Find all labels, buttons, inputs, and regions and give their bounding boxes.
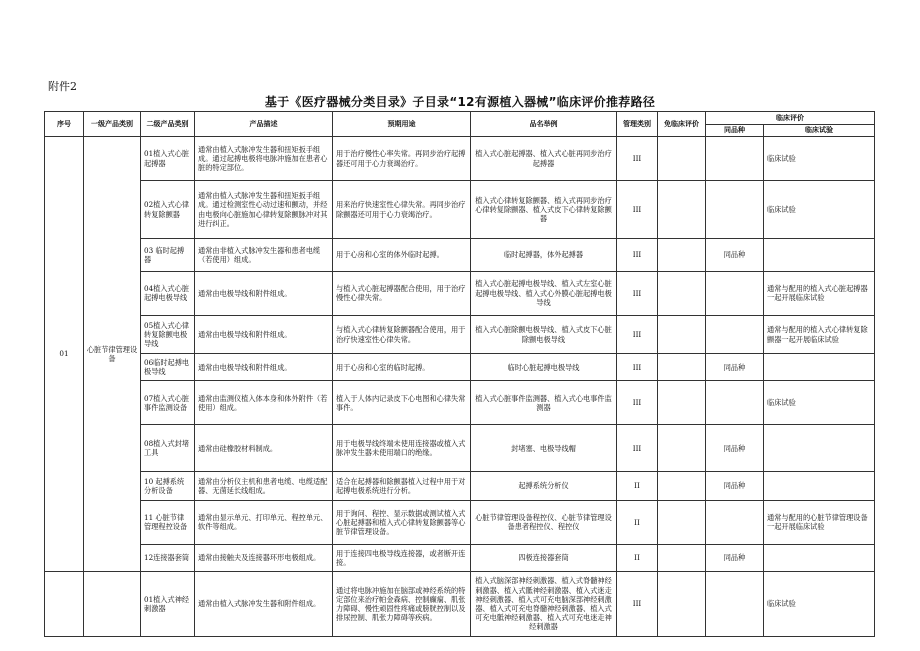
product-description: 通常由植入式脉冲发生器和扭矩扳手组成。通过检测室性心动过速和颤动，并经由电极向心脏施加心律转复除颤脉冲对其进行纠正。 (195, 181, 333, 239)
exempt-clinical (658, 137, 706, 181)
management-class: II (617, 500, 658, 544)
intended-use: 用于询问、程控、显示数据或测试植入式心脏起搏器和植入式心律转复除颤器等心脏节律管理设备。 (333, 500, 471, 544)
header-exempt: 免临床评价 (658, 112, 706, 137)
product-description: 通常由监测仪植入体本身和体外附件（若使用）组成。 (195, 381, 333, 425)
intended-use: 与植入式心律转复除颤器配合使用，用于治疗快速室性心律失常。 (333, 315, 471, 354)
clinical-trial: 临床试验 (764, 137, 875, 181)
group2-level1 (84, 572, 141, 637)
group-level1 (84, 137, 141, 572)
intended-use: 与植入式心脏起搏器配合使用，用于治疗慢性心律失常。 (333, 271, 471, 315)
intended-use: 通过将电脉冲施加在脑部或神经系统的特定部位来治疗帕金森病、控制癫痫、肌张力障碍、慢性顽固性疼痛或膀胱控制以及排尿控制、肌张力障碍等疾病。 (333, 572, 471, 637)
product-description: 通常由分析仪主机和患者电缆、电缆适配器、无菌延长线组成。 (195, 471, 333, 500)
intended-use: 用于电极导线终端未使用连接器或植入式脉冲发生器未使用端口的绝缘。 (333, 425, 471, 472)
header-seq: 序号 (45, 112, 84, 137)
product-description: 通常由电极导线和附件组成。 (195, 271, 333, 315)
table-row (45, 238, 875, 271)
level2-category: 05植入式心律转复除颤电极导线 (141, 315, 195, 354)
level2-category: 12连接器套筒 (141, 544, 195, 571)
management-class: III (617, 315, 658, 354)
table-row (45, 271, 875, 315)
product-description: 通常由显示单元、打印单元、程控单元、软件等组成。 (195, 500, 333, 544)
product-description: 通常由电极导线和附件组成。 (195, 315, 333, 354)
clinical-evaluation-table (44, 111, 875, 637)
same-variety: 同品种 (706, 544, 764, 571)
exempt-clinical (658, 315, 706, 354)
table-row (45, 425, 875, 472)
header-desc: 产品描述 (195, 112, 333, 137)
clinical-trial (764, 544, 875, 571)
group-seq (45, 137, 84, 572)
header-level2: 二级产品类别 (141, 112, 195, 137)
table-row (45, 381, 875, 425)
exempt-clinical (658, 354, 706, 381)
product-examples: 起搏系统分析仪 (471, 471, 617, 500)
table-row (45, 471, 875, 500)
intended-use: 适合在起搏器和除颤器植入过程中用于对起搏电极系统进行分析。 (333, 471, 471, 500)
exempt-clinical (658, 500, 706, 544)
clinical-trial: 通常与配用的心脏节律管理设备一起开展临床试验 (764, 500, 875, 544)
product-description: 通常由硅橡胶材料制成。 (195, 425, 333, 472)
same-variety (706, 137, 764, 181)
product-description: 通常由植入式脉冲发生器和扭矩扳手组成。通过起搏电极将电脉冲施加在患者心脏的特定部位。 (195, 137, 333, 181)
product-description: 通常由植入式脉冲发生器和附件组成。 (195, 572, 333, 637)
product-examples: 植入式心律转复除颤器、植入式再同步治疗心律转复除颤器、植入式皮下心律转复除颤器 (471, 181, 617, 239)
exempt-clinical (658, 544, 706, 571)
clinical-trial: 通常与配用的植入式心脏起搏器一起开展临床试验 (764, 271, 875, 315)
clinical-trial (764, 354, 875, 381)
same-variety (706, 181, 764, 239)
exempt-clinical (658, 381, 706, 425)
same-variety (706, 271, 764, 315)
product-description: 通常由非植入式脉冲发生器和患者电缆（若使用）组成。 (195, 238, 333, 271)
level2-category: 10 起搏系统分析设备 (141, 471, 195, 500)
level2-category: 08植入式封堵工具 (141, 425, 195, 472)
product-examples: 植入式心脏除颤电极导线、植入式皮下心脏除颤电极导线 (471, 315, 617, 354)
header-level1: 一级产品类别 (84, 112, 141, 137)
level2-category: 11 心脏节律管理程控设备 (141, 500, 195, 544)
product-examples: 临时起搏器，体外起搏器 (471, 238, 617, 271)
intended-use: 用于心房和心室的临时起搏。 (333, 354, 471, 381)
table-row (45, 572, 875, 637)
table-row (45, 544, 875, 571)
same-variety (706, 572, 764, 637)
table-row (45, 500, 875, 544)
level2-category: 07植入式心脏事件监测设备 (141, 381, 195, 425)
management-class: III (617, 181, 658, 239)
same-variety (706, 500, 764, 544)
management-class: II (617, 471, 658, 500)
product-examples: 心脏节律管理设备程控仪、心脏节律管理设备患者程控仪、程控仪 (471, 500, 617, 544)
level2-category: 02植入式心律转复除颤器 (141, 181, 195, 239)
group-seq-value: 01 (59, 349, 69, 359)
management-class: III (617, 354, 658, 381)
clinical-trial (764, 425, 875, 472)
exempt-clinical (658, 238, 706, 271)
header-clinical: 临床评价 (706, 112, 875, 125)
intended-use: 用来治疗快速室性心律失常。再同步治疗除颤器还可用于心力衰竭治疗。 (333, 181, 471, 239)
header-trial: 临床试验 (764, 125, 875, 137)
exempt-clinical (658, 572, 706, 637)
table-row (45, 354, 875, 381)
product-examples: 植入式脑深部神经刺激器、植入式脊髓神经刺激器、植入式骶神经刺激器、植入式迷走神经刺激器、植入式可充电脑深部神经刺激器、植入式可充电脊髓神经刺激器、植入式可充电骶神经刺激器、植入式可充电迷走神经刺激器 (471, 572, 617, 637)
level2-category: 06临时起搏电极导线 (141, 354, 195, 381)
intended-use: 用于治疗慢性心率失常。再同步治疗起搏器还可用于心力衰竭治疗。 (333, 137, 471, 181)
intended-use: 用于连接四电极导线连接器，或者断开连接。 (333, 544, 471, 571)
clinical-trial: 通常与配用的植入式心律转复除颤器一起开展临床试验 (764, 315, 875, 354)
table-body (45, 137, 875, 637)
level2-category: 01植入式神经刺激器 (141, 572, 195, 637)
level2-category: 01植入式心脏起搏器 (141, 137, 195, 181)
exempt-clinical (658, 425, 706, 472)
table-row (45, 315, 875, 354)
management-class: III (617, 425, 658, 472)
header-use: 预期用途 (333, 112, 471, 137)
clinical-trial: 临床试验 (764, 572, 875, 637)
table-row (45, 137, 875, 181)
group2-seq (45, 572, 84, 637)
clinical-trial: 临床试验 (764, 381, 875, 425)
product-description: 通常由电极导线和附件组成。 (195, 354, 333, 381)
management-class: III (617, 381, 658, 425)
header-examples: 品名举例 (471, 112, 617, 137)
same-variety: 同品种 (706, 425, 764, 472)
same-variety: 同品种 (706, 354, 764, 381)
product-examples: 植入式心脏起搏器、植入式心脏再同步治疗起搏器 (471, 137, 617, 181)
management-class: III (617, 572, 658, 637)
same-variety: 同品种 (706, 238, 764, 271)
product-description: 通常由接触夫及连接器环形电极组成。 (195, 544, 333, 571)
management-class: III (617, 137, 658, 181)
same-variety (706, 315, 764, 354)
intended-use: 植入于人体内记录皮下心电图和心律失常事件。 (333, 381, 471, 425)
management-class: III (617, 271, 658, 315)
management-class: II (617, 544, 658, 571)
exempt-clinical (658, 271, 706, 315)
header-same: 同品种 (706, 125, 764, 137)
intended-use: 用于心房和心室的体外临时起搏。 (333, 238, 471, 271)
table-row (45, 181, 875, 239)
level2-category: 03 临时起搏器 (141, 238, 195, 271)
same-variety (706, 381, 764, 425)
page-title: 基于《医疗器械分类目录》子目录“12有源植入器械”临床评价推荐路径 (264, 95, 656, 109)
product-examples: 植入式心脏起搏电极导线、植入式左室心脏起搏电极导线、植入式心外膜心脏起搏电极导线 (471, 271, 617, 315)
exempt-clinical (658, 181, 706, 239)
attachment-label: 附件2 (48, 80, 77, 93)
exempt-clinical (658, 471, 706, 500)
product-examples: 临时心脏起搏电极导线 (471, 354, 617, 381)
clinical-trial (764, 471, 875, 500)
management-class: III (617, 238, 658, 271)
group-level1-value: 心脏节律管理设备 (86, 344, 138, 363)
product-examples: 四极连接器套筒 (471, 544, 617, 571)
clinical-trial: 临床试验 (764, 181, 875, 239)
header-mgmt: 管理类别 (617, 112, 658, 137)
level2-category: 04植入式心脏起搏电极导线 (141, 271, 195, 315)
product-examples: 封堵塞、电极导线帽 (471, 425, 617, 472)
product-examples: 植入式心脏事件监测器、植入式心电事件监测器 (471, 381, 617, 425)
same-variety: 同品种 (706, 471, 764, 500)
clinical-trial (764, 238, 875, 271)
